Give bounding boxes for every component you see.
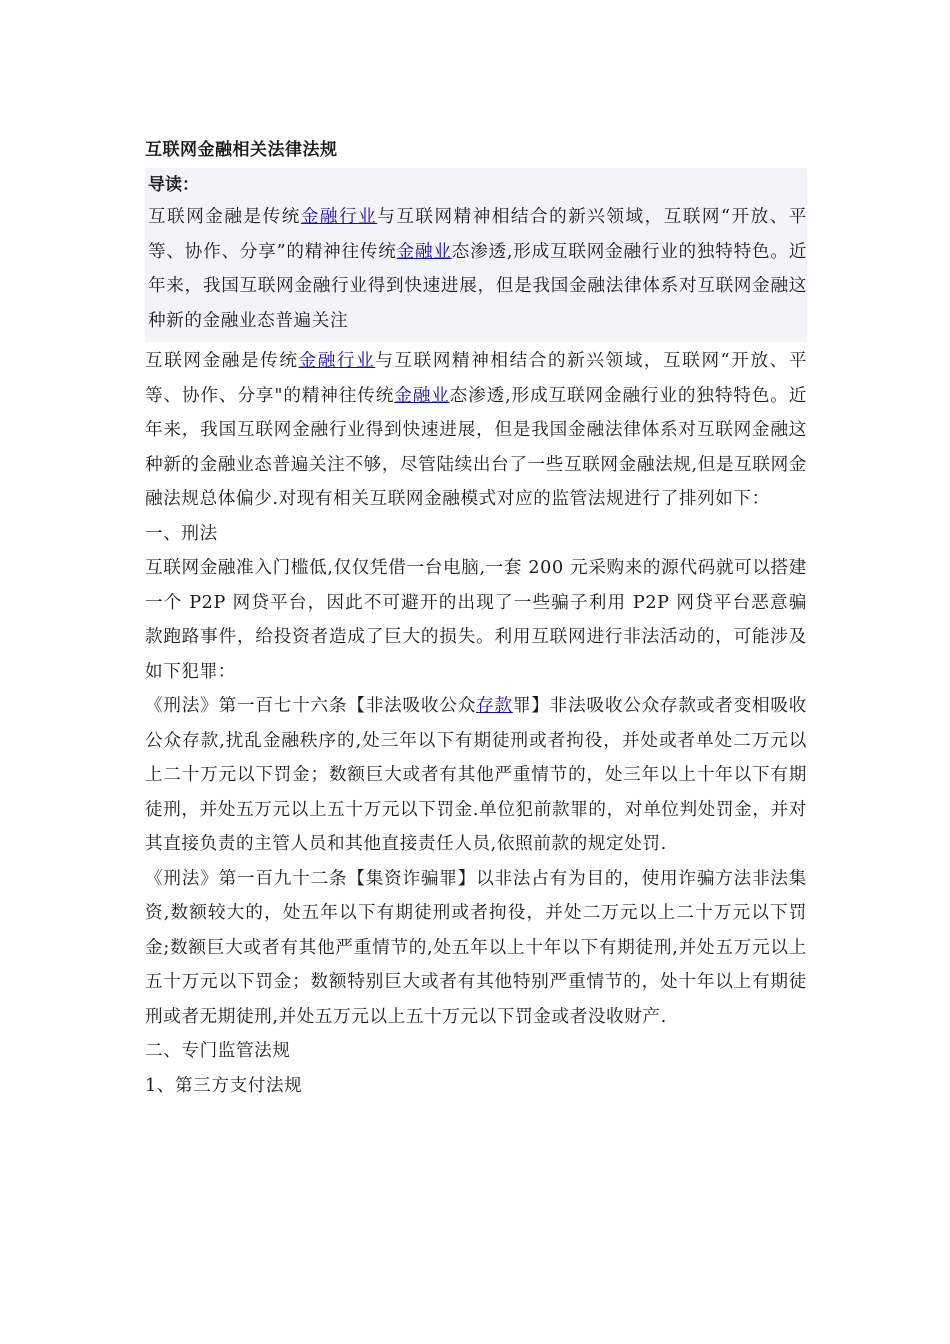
p3-text-2: 罪】非法吸收公众存款或者变相吸收公众存款,扰乱金融秩序的,处三年以下有期徒刑或者拘役，并处或者单处二万元以上二十万元以下罚金；数额巨大或者有其他严重情节的，处三年以上十年以下有期徒刑，并处五万元以上五十万元以下罚金.单位犯前款罪的，对单位判处罚金，并对其直接负责的主管人员和其他直接责任人员,依照前款的规定处罚. [145,696,807,854]
subsection-heading-third-party-payment: 1、第三方支付法规 [145,1075,303,1096]
body-paragraph-1 [145,344,807,517]
p1-link-financial-industry[interactable]: 金融行业 [298,351,376,371]
document-page [145,136,807,1103]
intro-paragraph [148,200,807,338]
p1-text-1: 互联网金融是传统 [145,351,299,371]
intro-label: 导读： [148,175,199,195]
p1-text-2: 与互联网精神相结合的新兴领域，互联网“开放、平等、协作、分享"的精神往传统 [145,351,808,406]
body-paragraph-3 [145,689,807,862]
body-paragraph-4: 《刑法》第一百九十二条【集资诈骗罪】以非法占有为目的，使用诈骗方法非法集资,数额较大的，处五年以下有期徒刑或者拘役，并处二万元以上二十万元以下罚金;数额巨大或者有其他严重情节的,处五年以上十年以下有期徒刑,并处五万元以上五十万元以下罚金；数额特别巨大或者有其他特别严重情节的，处十年以上有期徒刑或者无期徒刑,并处五万元以上五十万元以下罚金或者没收财产. [145,868,807,1027]
body-paragraph-2: 互联网金融准入门槛低,仅仅凭借一台电脑,一套 200 元采购来的源代码就可以搭建一个 P2P 网贷平台，因此不可避开的出现了一些骗子利用 P2P 网贷平台恶意骗款跑路事件，给投资者造成了巨大的损失。利用互联网进行非法活动的，可能涉及如下犯罪： [145,558,807,682]
intro-text-2: 与互联网精神相结合的新兴领域，互联网“开放、平等、协作、分享”的精神往传统 [148,207,808,262]
p1-link-financial-sector[interactable]: 金融业 [394,385,450,406]
intro-box [145,168,807,342]
intro-link-financial-industry[interactable]: 金融行业 [300,207,378,227]
intro-text-3: 态渗透,形成互联网金融行业的独特特色。近年来，我国互联网金融行业得到快速进展，但是我国金融法律体系对互联网金融这种新的金融业态普遍关注 [148,241,807,331]
p3-link-deposit[interactable]: 存款 [476,696,513,716]
intro-link-financial-sector[interactable]: 金融业 [396,241,452,262]
p3-text-1: 《刑法》第一百七十六条【非法吸收公众 [145,696,477,716]
section-heading-regulations: 二、专门监管法规 [145,1041,291,1061]
intro-text-1: 互联网金融是传统 [148,207,301,227]
document-title: 互联网金融相关法律法规 [145,140,338,160]
section-heading-criminal-law: 一、刑法 [145,523,218,544]
p1-text-3: 态渗透,形成互联网金融行业的独特特色。近年来，我国互联网金融行业得到快速进展，但是我国金融法律体系对互联网金融这种新的金融业态普遍关注不够，尽管陆续出台了一些互联网金融法规,但是互联网金融法规总体偏少.对现有相关互联网金融模式对应的监管法规进行了排列如下： [145,385,807,509]
